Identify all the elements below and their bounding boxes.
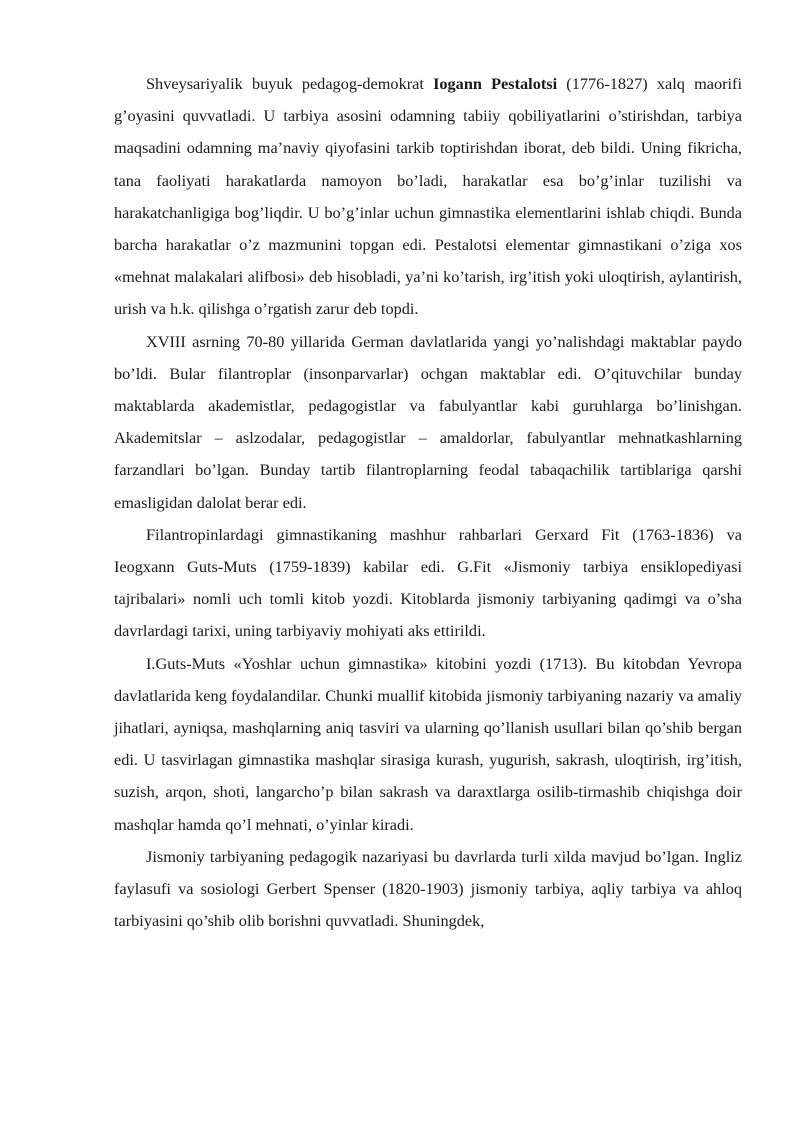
document-page [114, 68, 742, 937]
paragraph-pedagogical-theory: Jismoniy tarbiyaning pedagogik nazariyasi bu davrlarda turli xilda mavjud bo’lgan. Ingliz faylasufi va sosiologi Gerbert Spenser (1820-1903) jismoniy tarbiya, aqliy tarbiya va ahloq tarbiyasini qo’shib olib borishni quvvatladi. Shuningdek, [114, 846, 742, 931]
paragraph-pestalotsi [114, 68, 742, 326]
paragraph-lead-text: Shveysariyalik buyuk pedagog-demokrat [146, 74, 434, 93]
paragraph-filantropin-gymnastics: Filantropinlardagi gimnastikaning mashhur rahbarlari Gerxard Fit (1763-1836) va Ieogxann Guts-Muts (1759-1839) kabilar edi. G.Fit «Jismoniy tarbiya ensiklopediyasi tajribalari» nomli uch tomli kitob yozdi. Kitoblarda jismoniy tarbiyaning qadimgi va o’sha davrlardagi tarixi, uning tarbiyaviy mohiyati aks ettirildi. [114, 524, 742, 641]
paragraph-guts-muts-book: I.Guts-Muts «Yoshlar uchun gimnastika» kitobini yozdi (1713). Bu kitobdan Yevropa davlatlarida keng foydalandilar. Chunki muallif kitobida jismoniy tarbiyaning nazariy va amaliy jihatlari, ayniqsa, mashqlarning aniq tasviri va ularning qo’llanish usullari bilan qo’shib bergan edi. U tasvirlagan gimnastika mashqlar sirasiga kurash, yugurish, sakrash, uloqtirish, irg’itish, suzish, arqon, shoti, langarcho’p bilan sakrash va daraxtlarga osilib-tirmashib chiqishga doir mashqlar hamda qo’l mehnati, o’yinlar kiradi. [114, 653, 742, 834]
paragraph-body-text: (1776-1827) xalq maorifi g’oyasini quvvatladi. U tarbiya asosini odamning tabiiy qobiliyatlarini o’stirishdan, tarbiya maqsadini odamning ma’naviy qiyofasini tarkib toptirishdan iborat, deb bildi. Uning fikricha, tana faoliyati harakatlarda namoyon bo’ladi, harakatlar esa bo’g’inlar tuzilishi va harakatchanligiga bog’liqdir. U bo’g’inlar uchun gimnastika elementlarini ishlab chiqdi. Bunda barcha harakatlar o’z mazmunini topgan edi. Pestalotsi elementar gimnastikani o’ziga xos «mehnat malakalari alifbosi» deb hisobladi, ya’ni ko’tarish, irg’itish yoki uloqtirish, aylantirish, urish va h.k. qilishga o’rgatish zarur deb topdi. [114, 74, 742, 319]
bold-name-pestalotsi: Iogann Pestalotsi [433, 74, 558, 93]
paragraph-filantrop-schools: XVIII asrning 70-80 yillarida German davlatlarida yangi yo’nalishdagi maktablar paydo bo’ldi. Bular filantroplar (insonparvarlar) ochgan maktablar edi. O’qituvchilar bunday maktablarda akademistlar, pedagogistlar va fabulyantlar kabi guruhlarga bo’linishgan. Akademitslar – aslzodalar, pedagogistlar – amaldorlar, fabulyantlar mehnatkashlarning farzandlari bo’lgan. Bunday tartib filantroplarning feodal tabaqachilik tartiblariga qarshi emasligidan dalolat berar edi. [114, 331, 742, 512]
